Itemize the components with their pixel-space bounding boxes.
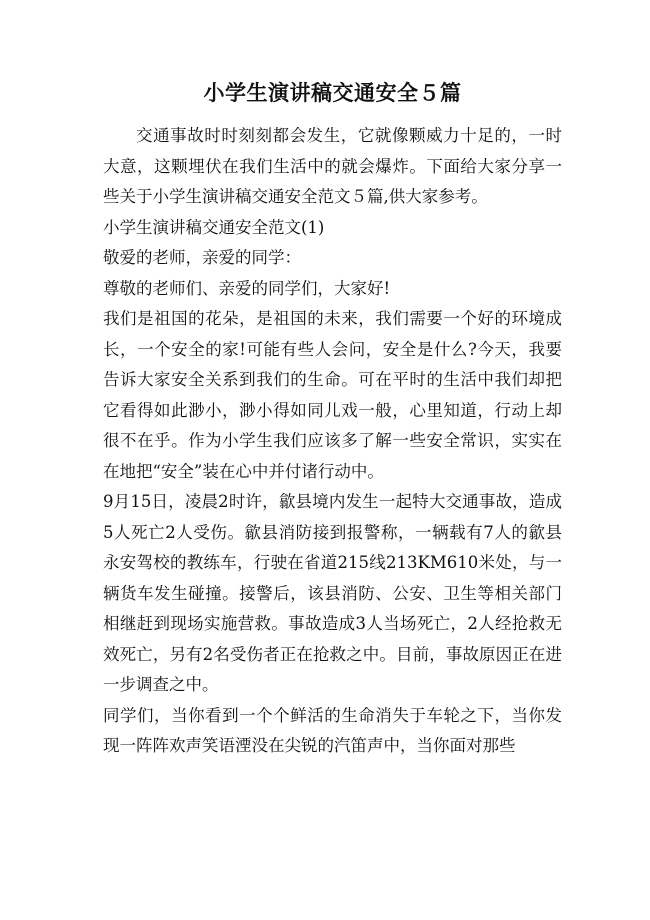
document-title: 小学生演讲稿交通安全５篇: [203, 81, 462, 105]
body-paragraph: 同学们，当你看到一个个鲜活的生命消失于车轮之下，当你发现一阵阵欢声笑语湮没在尖锐的汽笛声中，当你面对那些: [103, 705, 562, 755]
body-paragraph: 我们是祖国的花朵，是祖国的未来，我们需要一个好的环境成长，一个安全的家!可能有些人会问，安全是什么?今天，我要告诉大家安全关系到我们的生命。可在平时的生活中我们却把它看得如此渺小，渺小得如同儿戏一般，心里知道，行动上却很不在乎。作为小学生我们应该多了解一些安全常识，实实在在地把“安全”装在心中并付诸行动中。: [103, 309, 562, 481]
section-heading: 小学生演讲稿交通安全范文(1): [103, 217, 325, 237]
greeting-line: 尊敬的老师们、亲爱的同学们，大家好!: [103, 278, 391, 298]
intro-paragraph: 交通事故时时刻刻都会发生，它就像颗威力十足的，一时大意，这颗埋伏在我们生活中的就会爆炸。下面给大家分享一些关于小学生演讲稿交通安全范文５篇,供大家参考。: [103, 126, 562, 206]
document-body: [103, 121, 562, 762]
body-paragraph: 9月15日，凌晨2时许，歙县境内发生一起特大交通事故，造成5人死亡2人受伤。歙县消防接到报警称，一辆载有7人的歙县永安驾校的教练车，行驶在省道215线213KM610米处，与一辆货车发生碰撞。接警后，该县消防、公安、卫生等相关部门相继赶到现场实施营救。事故造成3人当场死亡，2人经抢救无效死亡，另有2名受伤者正在抢救之中。目前，事故原因正在进一步调查之中。: [103, 492, 562, 694]
salutation-line: 敬爱的老师，亲爱的同学：: [103, 248, 301, 267]
